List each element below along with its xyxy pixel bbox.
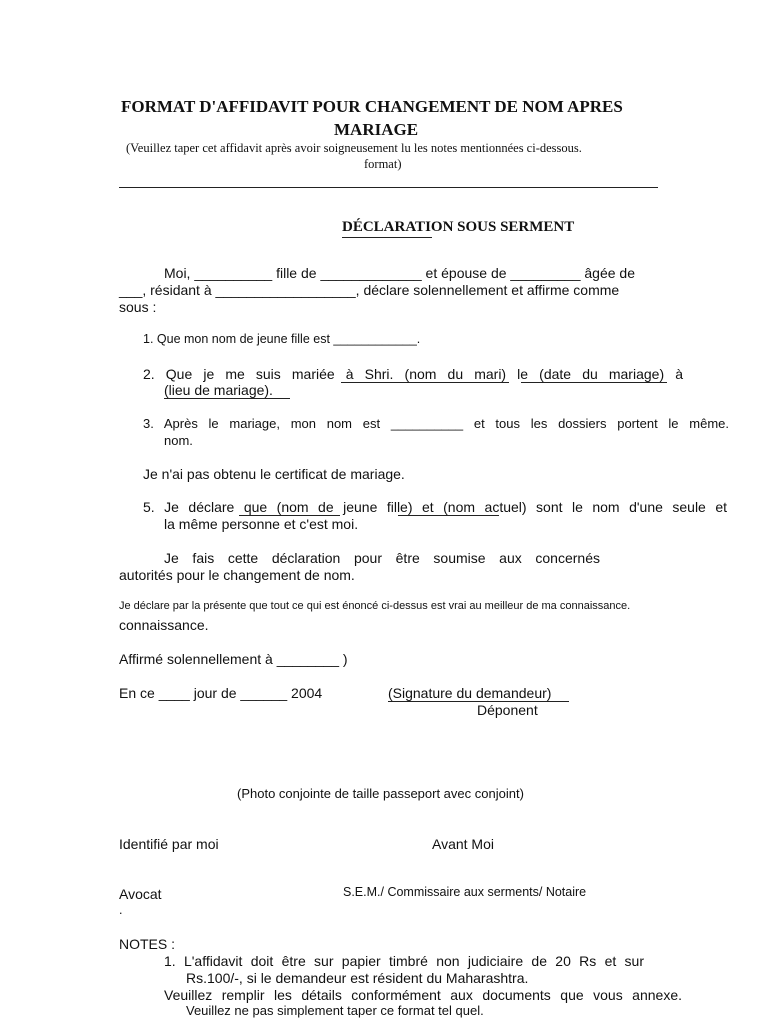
item-2-underline-1 [341, 382, 509, 383]
item-2-line-2: (lieu de mariage). [164, 382, 273, 398]
header-note-line-1: (Veuillez taper cet affidavit après avoir soigneusement lu les notes mentionnées ci-dessous. [126, 141, 582, 155]
note-1-line-1: 1. L'affidavit doit être sur papier timbré non judiciaire de 20 Rs et sur [164, 953, 644, 969]
before-me: Avant Moi [432, 836, 494, 852]
item-5-line-1: 5. Je déclare que (nom de jeune fille) et (nom actuel) sont le nom d'une seule et [143, 499, 727, 515]
document-heading: DÉCLARATION SOUS SERMENT [342, 219, 575, 235]
intro-line-3: sous : [119, 299, 157, 315]
signature-label: (Signature du demandeur) [388, 685, 552, 701]
item-2-underline-2 [521, 382, 667, 383]
item-1: 1. Que mon nom de jeune fille est ____________. [143, 332, 421, 346]
declaration-truth-statement: Je déclare par la présente que tout ce qui est énoncé ci-dessus est vrai au meilleur de ma connaissance. [119, 600, 631, 612]
advocate-label: Avocat [119, 886, 162, 902]
advocate-dot: . [119, 903, 123, 917]
header-divider [119, 187, 658, 188]
item-4: Je n'ai pas obtenu le certificat de mariage. [143, 466, 405, 482]
title-line-2: MARIAGE [334, 120, 419, 139]
item-3-line-2: nom. [164, 433, 193, 448]
affirmation-date: En ce ____ jour de ______ 2004 [119, 685, 323, 701]
oath-commissioner-label: S.E.M./ Commissaire aux serments/ Notaire [343, 885, 587, 899]
declaration-line-1: Je fais cette déclaration pour être soumise aux concernés [164, 550, 600, 566]
photo-note: (Photo conjointe de taille passeport avec conjoint) [237, 786, 524, 801]
header-note-line-2: format) [364, 157, 402, 171]
item-3-line-1: 3. Après le mariage, mon nom est __________ et tous les dossiers portent le même. [143, 416, 729, 431]
item-5-underline-2 [398, 515, 499, 516]
declaration-line-2: autorités pour le changement de nom. [119, 567, 355, 583]
item-2-underline-3 [164, 398, 290, 399]
intro-line-2: ___, résidant à __________________, déclare solennellement et affirme comme [119, 282, 620, 298]
item-5-line-2: la même personne et c'est moi. [164, 516, 359, 532]
intro-line-1: Moi, __________ fille de _____________ et épouse de _________ âgée de [164, 265, 635, 281]
identified-by-me: Identifié par moi [119, 836, 219, 852]
note-2: Veuillez remplir les détails conformément aux documents que vous annexe. [164, 987, 682, 1003]
affirmation-place: Affirmé solennellement à ________ ) [119, 651, 348, 667]
heading-underline [342, 237, 432, 238]
title-line-1: FORMAT D'AFFIDAVIT POUR CHANGEMENT DE NOM APRES [121, 97, 623, 116]
declaration-tail: connaissance. [119, 617, 209, 633]
item-2-line-1: 2. Que je me suis mariée à Shri. (nom du mari) le (date du mariage) à [143, 366, 683, 382]
note-3: Veuillez ne pas simplement taper ce format tel quel. [186, 1003, 484, 1018]
deponent-label: Déponent [477, 702, 538, 718]
note-1-line-2: Rs.100/-, si le demandeur est résident du Maharashtra. [186, 970, 529, 986]
notes-label: NOTES : [119, 936, 176, 952]
